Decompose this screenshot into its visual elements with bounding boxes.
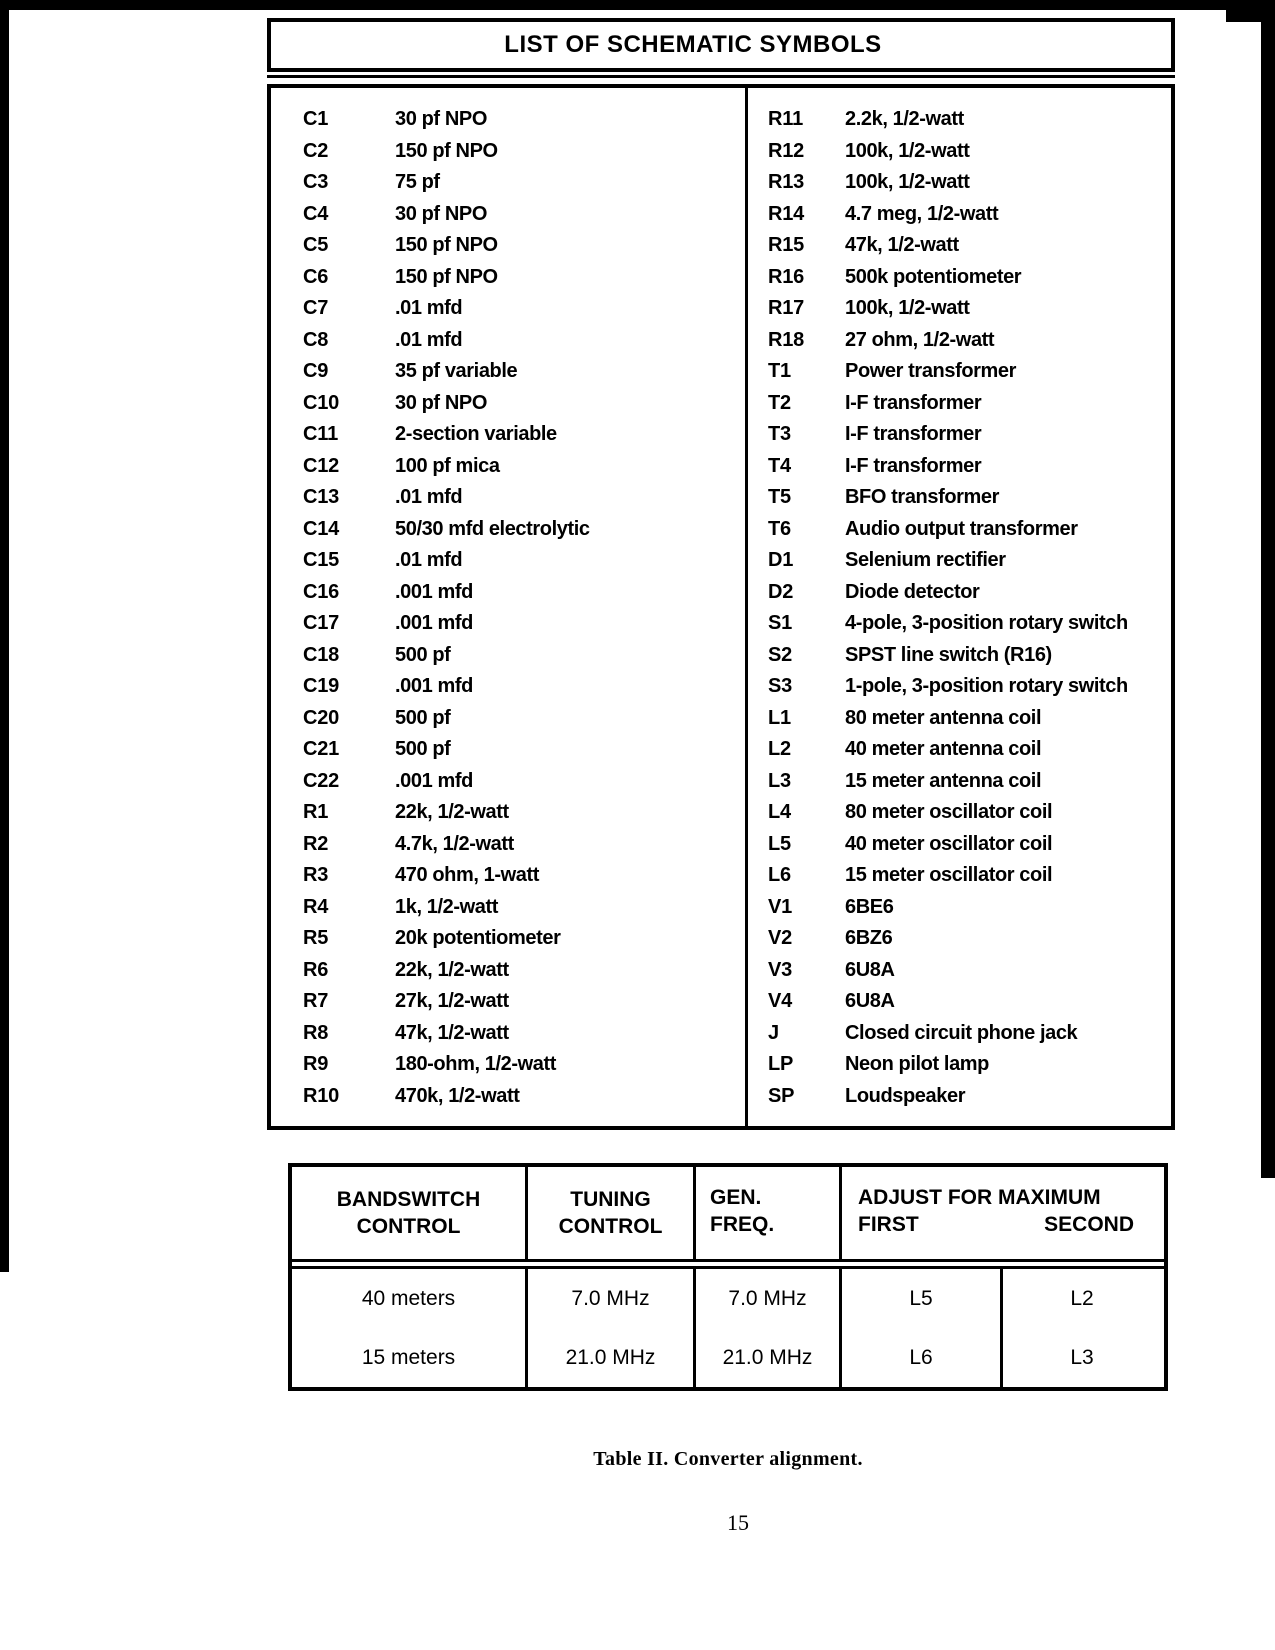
cell-bandswitch: 15 meters — [292, 1328, 528, 1387]
symbol-desc: I-F transformer — [845, 454, 982, 477]
symbol-desc: 47k, 1/2-watt — [845, 234, 959, 256]
symbol-row — [768, 419, 1171, 451]
symbol-desc: 40 meter antenna coil — [845, 738, 1042, 760]
symbol-ref: C3 — [303, 171, 329, 193]
symbol-ref: C8 — [303, 328, 329, 351]
symbol-ref: C7 — [303, 297, 329, 319]
symbol-desc: Audio output transformer — [845, 517, 1078, 540]
header-adjust-label: ADJUST FOR MAXIMUM — [858, 1186, 1101, 1209]
symbol-desc: 500 pf — [395, 706, 451, 729]
symbol-ref: C22 — [303, 769, 340, 792]
header-line: CONTROL — [558, 1215, 663, 1238]
symbol-desc: 27k, 1/2-watt — [395, 990, 509, 1012]
symbol-row — [303, 671, 745, 703]
scan-edge-top-right — [1226, 0, 1275, 22]
symbol-row — [303, 451, 745, 483]
symbol-ref: T5 — [768, 486, 791, 508]
symbol-desc: .001 mfd — [395, 612, 473, 634]
symbol-row — [303, 986, 745, 1018]
symbol-ref: C5 — [303, 234, 329, 256]
symbol-ref: LP — [768, 1053, 794, 1075]
symbol-ref: C18 — [303, 643, 340, 666]
symbol-row — [768, 388, 1171, 420]
symbol-desc: 35 pf variable — [395, 360, 518, 382]
symbol-row — [303, 766, 745, 798]
symbol-row — [768, 734, 1171, 766]
symbol-desc: 15 meter antenna coil — [845, 769, 1042, 792]
symbol-desc: 4-pole, 3-position rotary switch — [845, 612, 1128, 634]
symbol-row — [768, 104, 1171, 136]
header-line: GEN. — [710, 1186, 762, 1209]
cell-adjust-second: L2 — [1070, 1286, 1094, 1310]
cell-adjust-first: L6 — [842, 1328, 1003, 1387]
symbol-row — [303, 923, 745, 955]
symbol-ref: R14 — [768, 202, 805, 225]
symbol-row — [303, 136, 745, 168]
symbol-desc: 20k potentiometer — [395, 927, 561, 949]
symbol-ref: S3 — [768, 675, 793, 697]
symbol-row — [768, 860, 1171, 892]
symbol-ref: T6 — [768, 517, 791, 540]
symbol-ref: C10 — [303, 391, 340, 414]
symbol-desc: BFO transformer — [845, 486, 1000, 508]
symbol-desc: 2-section variable — [395, 423, 557, 445]
symbol-desc: 27 ohm, 1/2-watt — [845, 328, 995, 351]
symbol-ref: C12 — [303, 454, 340, 477]
symbol-ref: J — [768, 1021, 779, 1044]
symbol-ref: R13 — [768, 171, 805, 193]
symbol-desc: 22k, 1/2-watt — [395, 801, 509, 823]
symbol-ref: V1 — [768, 895, 793, 918]
symbol-desc: 100k, 1/2-watt — [845, 139, 970, 162]
cell-bandswitch: 40 meters — [292, 1269, 528, 1328]
symbol-ref: R7 — [303, 990, 329, 1012]
symbol-desc: 1-pole, 3-position rotary switch — [845, 675, 1128, 697]
symbol-desc: 47k, 1/2-watt — [395, 1021, 509, 1044]
symbol-ref: R5 — [303, 927, 329, 949]
symbol-row — [303, 797, 745, 829]
symbol-ref: R3 — [303, 864, 329, 886]
symbol-desc: 150 pf NPO — [395, 234, 498, 256]
cell-gen-freq: 7.0 MHz — [696, 1269, 842, 1328]
symbol-row — [303, 262, 745, 294]
symbol-desc: SPST line switch (R16) — [845, 643, 1052, 666]
symbol-list-right — [748, 104, 1171, 1112]
symbol-desc: 6U8A — [845, 990, 895, 1012]
column-header-bandswitch-control — [292, 1167, 528, 1259]
symbol-row — [303, 1049, 745, 1081]
header-line: BANDSWITCH — [336, 1188, 481, 1211]
header-line: FREQ. — [710, 1213, 775, 1236]
symbol-row — [768, 325, 1171, 357]
scan-edge-top — [0, 0, 1275, 10]
symbol-ref: D2 — [768, 580, 794, 603]
symbol-row — [768, 608, 1171, 640]
symbol-desc: 4.7 meg, 1/2-watt — [845, 202, 999, 225]
symbol-desc: 500 pf — [395, 738, 451, 760]
title-separator-rule — [267, 75, 1175, 78]
symbol-ref: R16 — [768, 265, 805, 288]
symbol-ref: C6 — [303, 265, 329, 288]
header-first-label: FIRST — [858, 1213, 919, 1236]
symbol-ref: C20 — [303, 706, 340, 729]
symbol-row — [303, 419, 745, 451]
symbol-row — [768, 671, 1171, 703]
symbol-row — [768, 262, 1171, 294]
symbol-desc: I-F transformer — [845, 391, 982, 414]
symbol-ref: R10 — [303, 1084, 340, 1107]
symbol-row — [768, 199, 1171, 231]
symbol-row — [303, 293, 745, 325]
symbol-desc: 6BE6 — [845, 895, 894, 918]
cell-gen-freq: 21.0 MHz — [696, 1328, 842, 1387]
symbol-desc: 470 ohm, 1-watt — [395, 864, 540, 886]
symbol-desc: 80 meter antenna coil — [845, 706, 1042, 729]
symbol-desc: .01 mfd — [395, 549, 463, 571]
symbol-row — [303, 199, 745, 231]
symbol-row — [303, 577, 745, 609]
alignment-table-header — [292, 1167, 1164, 1259]
symbol-row — [768, 577, 1171, 609]
symbol-row — [303, 1018, 745, 1050]
symbol-desc: Neon pilot lamp — [845, 1053, 990, 1075]
symbol-row — [768, 955, 1171, 987]
symbol-ref: T4 — [768, 454, 791, 477]
symbol-row — [768, 1049, 1171, 1081]
cell-tuning: 21.0 MHz — [528, 1328, 696, 1387]
symbol-row — [303, 860, 745, 892]
symbol-desc: 500k potentiometer — [845, 265, 1022, 288]
symbol-row — [303, 1081, 745, 1113]
symbol-row — [768, 923, 1171, 955]
symbol-desc: 100k, 1/2-watt — [845, 297, 970, 319]
symbol-row — [768, 514, 1171, 546]
symbol-desc: 75 pf — [395, 171, 440, 193]
symbol-ref: S2 — [768, 643, 793, 666]
symbol-row — [768, 797, 1171, 829]
header-line: TUNING — [570, 1188, 651, 1211]
page-number: 15 — [727, 1510, 749, 1535]
symbol-row — [303, 325, 745, 357]
symbol-desc: 6BZ6 — [845, 927, 893, 949]
symbol-ref: C4 — [303, 202, 329, 225]
cell-adjust-first: L5 — [842, 1269, 1003, 1328]
table-row — [292, 1269, 1164, 1328]
table-caption: Table II. Converter alignment. — [593, 1448, 863, 1470]
symbol-desc: 150 pf NPO — [395, 139, 498, 162]
symbol-ref: L3 — [768, 769, 791, 792]
symbol-ref: L4 — [768, 801, 791, 823]
schematic-symbols-table — [267, 18, 1175, 1130]
symbol-ref: R15 — [768, 234, 805, 256]
symbol-ref: C9 — [303, 360, 329, 382]
cell-adjust-second: L3 — [1070, 1345, 1094, 1369]
symbol-row — [303, 703, 745, 735]
symbol-desc: Loudspeaker — [845, 1084, 966, 1107]
symbol-ref: R6 — [303, 958, 329, 981]
symbol-row — [303, 640, 745, 672]
symbol-desc: .01 mfd — [395, 486, 463, 508]
symbol-ref: L5 — [768, 832, 791, 855]
scan-edge-left — [0, 0, 9, 1272]
symbol-ref: D1 — [768, 549, 794, 571]
symbol-row — [768, 986, 1171, 1018]
symbol-ref: L6 — [768, 864, 791, 886]
header-line: CONTROL — [356, 1215, 461, 1238]
symbols-list-box — [267, 84, 1175, 1130]
symbol-desc: 40 meter oscillator coil — [845, 832, 1053, 855]
symbol-desc: 500 pf — [395, 643, 451, 666]
symbol-desc: .01 mfd — [395, 328, 463, 351]
symbol-desc: .01 mfd — [395, 297, 463, 319]
symbol-ref: L2 — [768, 738, 791, 760]
symbol-row — [768, 892, 1171, 924]
symbol-row — [768, 167, 1171, 199]
symbol-desc: Selenium rectifier — [845, 549, 1006, 571]
symbol-row — [303, 167, 745, 199]
symbol-row — [303, 356, 745, 388]
symbol-row — [303, 892, 745, 924]
symbol-row — [303, 734, 745, 766]
symbol-desc: 100 pf mica — [395, 454, 500, 477]
symbol-row — [303, 104, 745, 136]
symbol-desc: 30 pf NPO — [395, 108, 487, 130]
symbol-ref: R18 — [768, 328, 805, 351]
symbol-desc: .001 mfd — [395, 580, 473, 603]
converter-alignment-table — [288, 1163, 1168, 1391]
page-title: LIST OF SCHEMATIC SYMBOLS — [504, 31, 882, 58]
symbol-ref: SP — [768, 1084, 795, 1107]
symbol-desc: 50/30 mfd electrolytic — [395, 517, 590, 540]
symbol-ref: R4 — [303, 895, 329, 918]
symbol-row — [303, 482, 745, 514]
symbol-ref: V2 — [768, 927, 793, 949]
symbol-row — [303, 388, 745, 420]
symbol-ref: C19 — [303, 675, 340, 697]
symbol-row — [303, 514, 745, 546]
symbol-ref: C2 — [303, 139, 329, 162]
symbol-row — [768, 451, 1171, 483]
symbol-desc: Power transformer — [845, 360, 1017, 382]
symbol-row — [768, 703, 1171, 735]
alignment-table-body — [292, 1269, 1164, 1387]
symbol-ref: L1 — [768, 706, 791, 729]
table-title-box — [267, 18, 1175, 72]
symbol-desc: 2.2k, 1/2-watt — [845, 108, 964, 130]
symbol-row — [768, 136, 1171, 168]
symbol-ref: R2 — [303, 832, 329, 855]
symbol-ref: C21 — [303, 738, 340, 760]
cell-tuning: 7.0 MHz — [528, 1269, 696, 1328]
symbol-desc: 180-ohm, 1/2-watt — [395, 1053, 557, 1075]
symbol-row — [768, 829, 1171, 861]
symbol-desc: 470k, 1/2-watt — [395, 1084, 520, 1107]
symbol-ref: R1 — [303, 801, 329, 823]
column-header-tuning-control — [528, 1167, 696, 1259]
symbol-desc: Diode detector — [845, 580, 980, 603]
column-header-adjust-for-maximum — [842, 1167, 1164, 1259]
symbol-desc: Closed circuit phone jack — [845, 1021, 1078, 1044]
table-row — [292, 1328, 1164, 1387]
symbol-row — [768, 545, 1171, 577]
symbol-ref: R8 — [303, 1021, 329, 1044]
symbol-row — [768, 640, 1171, 672]
symbol-ref: C15 — [303, 549, 340, 571]
symbol-row — [768, 230, 1171, 262]
symbol-desc: I-F transformer — [845, 423, 982, 445]
symbol-row — [768, 482, 1171, 514]
symbol-row — [768, 766, 1171, 798]
symbol-desc: 30 pf NPO — [395, 202, 487, 225]
symbol-row — [768, 356, 1171, 388]
symbol-ref: C16 — [303, 580, 340, 603]
symbol-desc: 22k, 1/2-watt — [395, 958, 509, 981]
symbol-ref: R12 — [768, 139, 805, 162]
symbol-row — [303, 955, 745, 987]
symbol-desc: 4.7k, 1/2-watt — [395, 832, 514, 855]
symbol-ref: R11 — [768, 108, 803, 130]
symbol-ref: C1 — [303, 108, 329, 130]
symbol-ref: C14 — [303, 517, 340, 540]
symbol-ref: R9 — [303, 1053, 329, 1075]
symbol-row — [303, 829, 745, 861]
symbol-row — [303, 545, 745, 577]
symbol-desc: 100k, 1/2-watt — [845, 171, 970, 193]
symbol-ref: T2 — [768, 391, 791, 414]
symbol-desc: 15 meter oscillator coil — [845, 864, 1053, 886]
symbol-ref: V4 — [768, 990, 793, 1012]
symbol-ref: T3 — [768, 423, 791, 445]
symbol-ref: C11 — [303, 423, 338, 445]
symbol-list-left — [271, 104, 745, 1112]
symbol-desc: 1k, 1/2-watt — [395, 895, 499, 918]
symbol-ref: T1 — [768, 360, 791, 382]
symbol-desc: .001 mfd — [395, 769, 473, 792]
symbol-row — [768, 1081, 1171, 1113]
symbol-ref: R17 — [768, 297, 805, 319]
header-second-label: SECOND — [1044, 1213, 1134, 1236]
symbol-row — [303, 230, 745, 262]
column-header-gen-freq — [696, 1167, 842, 1259]
symbol-row — [768, 1018, 1171, 1050]
symbol-desc: .001 mfd — [395, 675, 473, 697]
symbol-desc: 30 pf NPO — [395, 391, 487, 414]
symbol-desc: 6U8A — [845, 958, 895, 981]
symbol-desc: 80 meter oscillator coil — [845, 801, 1053, 823]
scan-edge-right — [1261, 0, 1275, 1178]
symbol-ref: C17 — [303, 612, 340, 634]
symbol-desc: 150 pf NPO — [395, 265, 498, 288]
symbol-ref: V3 — [768, 958, 793, 981]
symbol-ref: C13 — [303, 486, 340, 508]
symbol-row — [768, 293, 1171, 325]
symbol-ref: S1 — [768, 612, 793, 634]
header-double-rule — [292, 1259, 1164, 1269]
symbol-row — [303, 608, 745, 640]
